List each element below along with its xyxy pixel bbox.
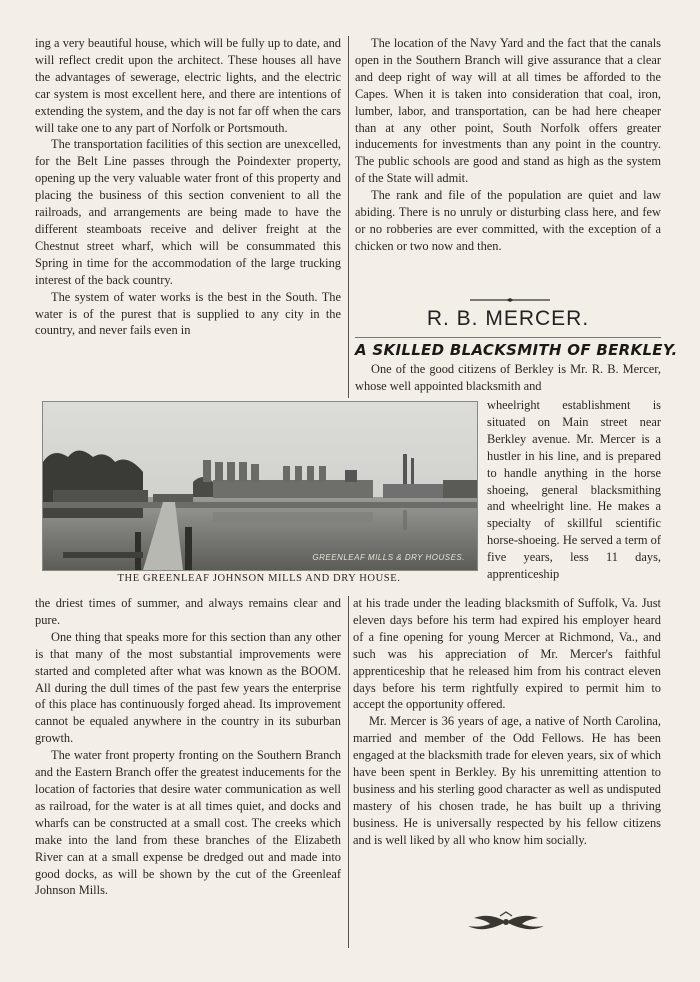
divider-ornament bbox=[470, 298, 550, 302]
paragraph: wheelright establishment is situated on Main street near Berkley avenue. Mr. Mercer is a hustler in his line, and is prepared to handle anything in the horse shoeing, general blacksmithing and wheelright line. He makes a specialty of skillful scientific horse-shoeing. He served a term of five years, less 11 days, apprenticeship bbox=[487, 398, 661, 582]
paragraph: The location of the Navy Yard and the fact that the canals open in the Southern Branch will give assurance that a clear and deep right of way will at all times be afforded to the Capes. When it is taken into consideration that coal, iron, lumber, labor, and transportation, can be had here cheaper than at any other point, South Norfolk offers greater inducements for investments than any point in the country. The public schools are good and stand as high as the system of the State will admit. bbox=[355, 36, 661, 186]
paragraph bbox=[35, 629, 341, 747]
article-name-heading: R. B. MERCER. bbox=[426, 307, 590, 330]
article-headline: A SKILLED BLACKSMITH OF BERKLEY. bbox=[355, 341, 678, 359]
paragraph: One of the good citizens of Berkley is Mr. R. B. Mercer, whose well appointed blacksmith and bbox=[355, 362, 661, 393]
right-column-top bbox=[355, 35, 661, 255]
heading-rule bbox=[355, 337, 661, 338]
photo-caption: THE GREENLEAF JOHNSON MILLS AND DRY HOUSE. bbox=[117, 573, 401, 584]
photo-inset-label: GREENLEAF MILLS & DRY HOUSES. bbox=[312, 553, 465, 562]
paragraph: at his trade under the leading blacksmith of Suffolk, Va. Just eleven days before his term had expired his employer heard of a fine opening for young Mercer at Richmond, Va., and such was his appreciation of Mr. Mercer's faithful apprenticeship that he released him from his contract eleven days before his term rightfully expired to permit him to accept the opportunity offered. bbox=[353, 596, 661, 712]
paragraph: the driest times of summer, and always remains clear and pure. bbox=[35, 596, 341, 627]
paragraph-part: . All during the dull times of the past few years the enterprise of this place has continuously forged ahead. Its improvement cannot be equaled anywhere in the country in its suburban growth. bbox=[35, 663, 341, 746]
left-column-top bbox=[35, 35, 341, 339]
paragraph: Mr. Mercer is 36 years of age, a native of North Carolina, married and member of the Odd Fellows. He has been engaged at the blacksmith trade for eleven years, six of which have been spent in Berkley. By his unremitting attention to business and his sterling good character as well as undisputed mastery of his chosen trade, he has built up a thriving business. He is universally respected by his fellow citizens and is well liked by all who know him socially. bbox=[353, 714, 661, 847]
boom-word: BOOM bbox=[300, 663, 338, 678]
paragraph: ing a very beautiful house, which will be fully up to date, and will reflect credit upon the architect. These houses all have the advantages of sewerage, electric lights, and the electric car system is most excellent here, and there are intentions of extending the system, and the day is not far off when the cars will take one to any part of Norfolk or Portsmouth. bbox=[35, 36, 341, 135]
paragraph: The water front property fronting on the Southern Branch and the Eastern Branch offer the greatest inducements for the location of factories that desire water communication as well as railroad, for the water is at all times quiet, and docks and wharfs can be constructed at a small cost. The creeks which make into the land from these branches of the Elizabeth River can at a small expense be dredged out and made into good docks, as will be shown by the cut of the Greenleaf Johnson Mills. bbox=[35, 748, 341, 898]
paragraph: The system of water works is the best in the South. The water is of the purest that is supplied to any city in the country, and never fails even in bbox=[35, 289, 341, 338]
paragraph: The rank and file of the population are quiet and law abiding. There is no unruly or disturbing class here, and few or no robberies are ever committed, with the exception of a chicken or two now and then. bbox=[355, 188, 661, 253]
paragraph: The transportation facilities of this section are unexcelled, for the Belt Line passes through the Poindexter property, opening up the very valuable water front of this property and placing the business of this section convenient to all the railroads, and arrangements are being made to have the different steamboats receive and deliver freight at the Chestnut street wharf, which will be consummated this Spring in time for the accommodation of the large trucking interest of the back country. bbox=[35, 137, 341, 287]
end-ornament-icon bbox=[460, 910, 552, 934]
article-intro bbox=[355, 361, 661, 395]
column-rule-top bbox=[348, 36, 349, 398]
mill-photograph bbox=[42, 401, 478, 571]
paragraph-part: One thing that speaks more for this section than any other is that many of the most substantial improvements were started and completed after what was known as the bbox=[35, 629, 341, 678]
column-rule-bottom bbox=[348, 596, 349, 948]
left-column-bottom bbox=[35, 595, 341, 899]
right-column-bottom bbox=[353, 595, 661, 849]
article-wrap-text bbox=[487, 397, 661, 583]
